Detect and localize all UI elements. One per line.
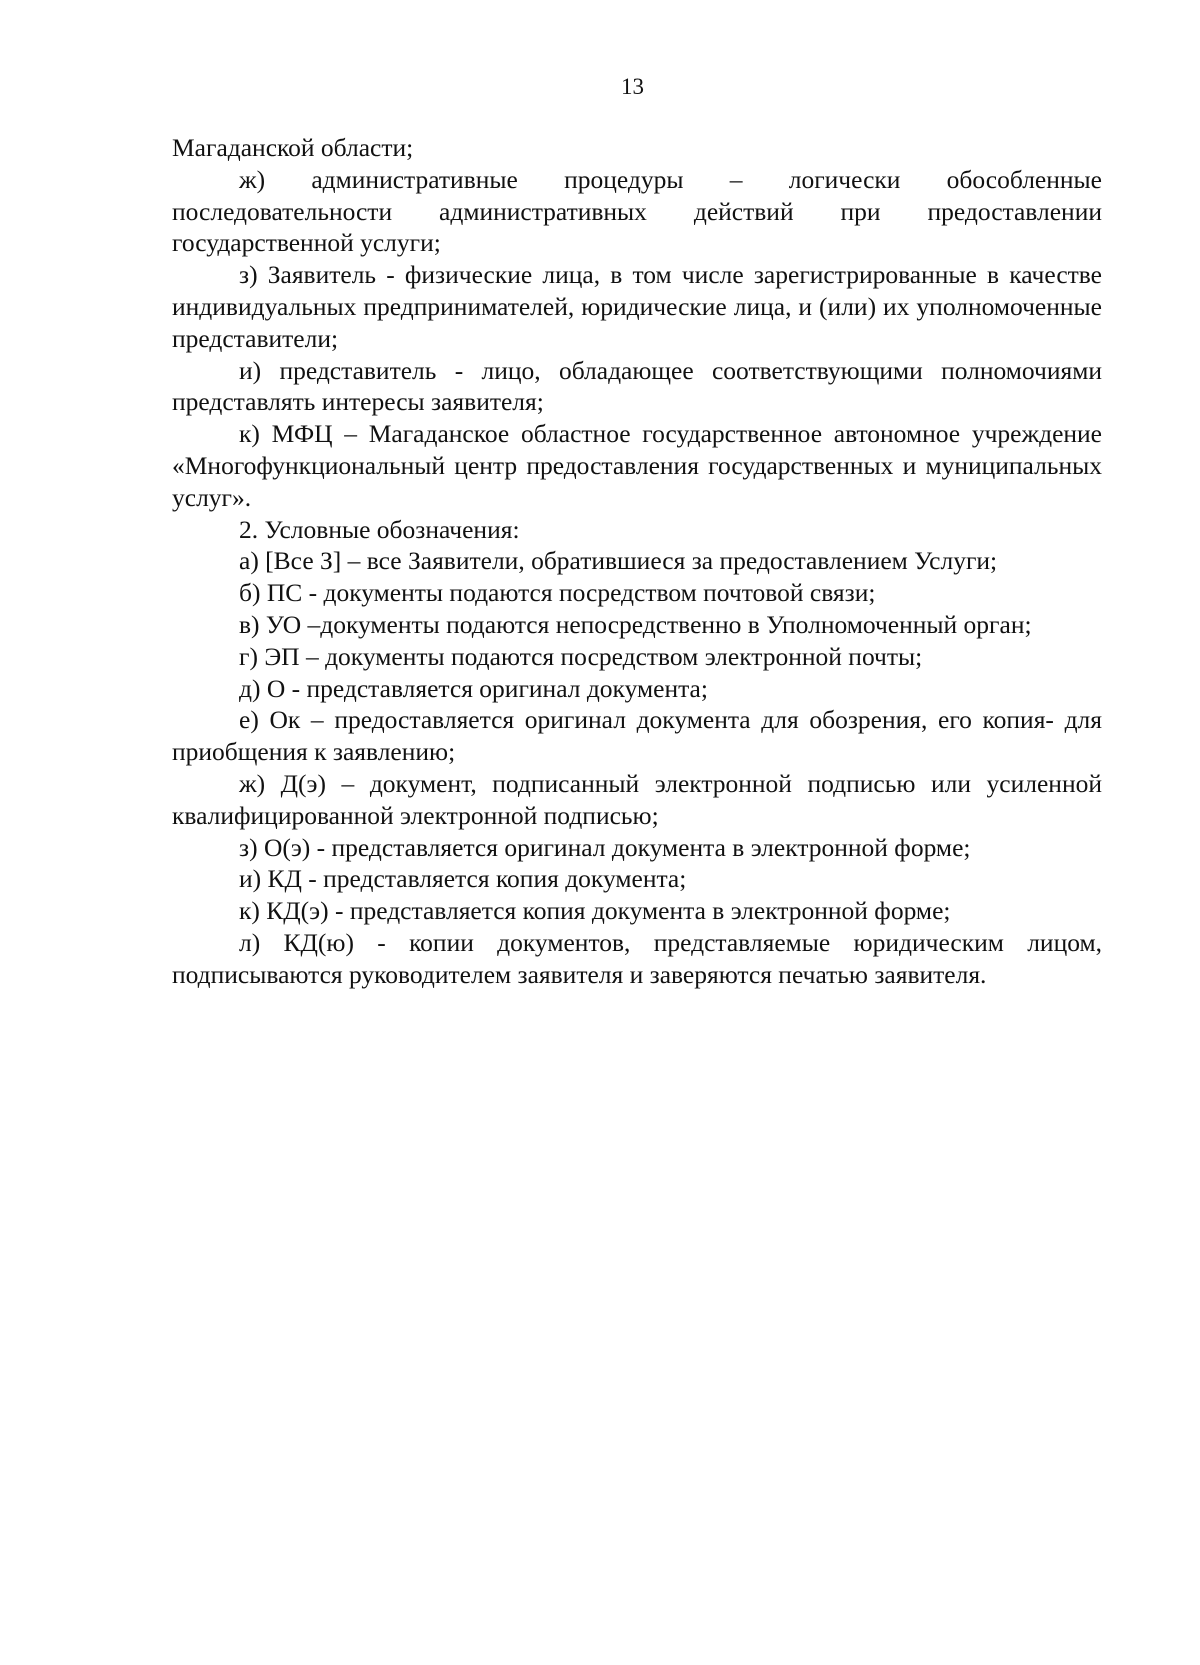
definition-mfc: к) МФЦ – Магаданское областное государственное автономное учреждение «Многофункциональный центр предоставления государственных и муниципальных услуг». (172, 419, 1102, 512)
convention-original-for-review: е) Ок – предоставляется оригинал документа для обозрения, его копия- для приобщения к заявлению; (172, 705, 1102, 767)
convention-postal: б) ПС - документы подаются посредством почтовой связи; (239, 578, 876, 608)
definition-administrative-procedures: ж) административные процедуры – логически обособленные последовательности административных действий при предоставлении государственной услуги; (172, 164, 1102, 258)
convention-direct: в) УО –документы подаются непосредственно в Уполномоченный орган; (239, 609, 1032, 639)
convention-all-applicants: а) [Все З] – все Заявители, обратившиеся за предоставлением Услуги; (239, 546, 998, 576)
convention-original-electronic: з) О(э) - представляется оригинал документа в электронной форме; (239, 832, 971, 862)
convention-copy-legal-entity: л) КД(ю) - копии документов, представляемые юридическим лицом, подписываются руководителем заявителя и заверяются печатью заявителя. (172, 927, 1102, 989)
convention-original: д) О - представляется оригинал документа; (239, 673, 708, 703)
section-heading-conventions: 2. Условные обозначения: (239, 514, 520, 544)
definition-representative: и) представитель - лицо, обладающее соответствующими полномочиями представлять интересы заявителя; (172, 355, 1102, 417)
definition-applicant: з) Заявитель - физические лица, в том числе зарегистрированные в качестве индивидуальных предпринимателей, юридические лица, и (или) их уполномоченные представители; (172, 260, 1102, 353)
document-body (172, 132, 1102, 991)
convention-electronic-signed: ж) Д(э) – документ, подписанный электронной подписью или усиленной квалифицированной электронной подписью; (172, 768, 1102, 830)
convention-copy: и) КД - представляется копия документа; (239, 864, 687, 894)
paragraph-continuation: Магаданской области; (172, 133, 414, 162)
convention-copy-electronic: к) КД(э) - представляется копия документа в электронной форме; (239, 896, 951, 926)
convention-email: г) ЭП – документы подаются посредством электронной почты; (239, 641, 923, 671)
page-number: 13 (621, 74, 644, 99)
